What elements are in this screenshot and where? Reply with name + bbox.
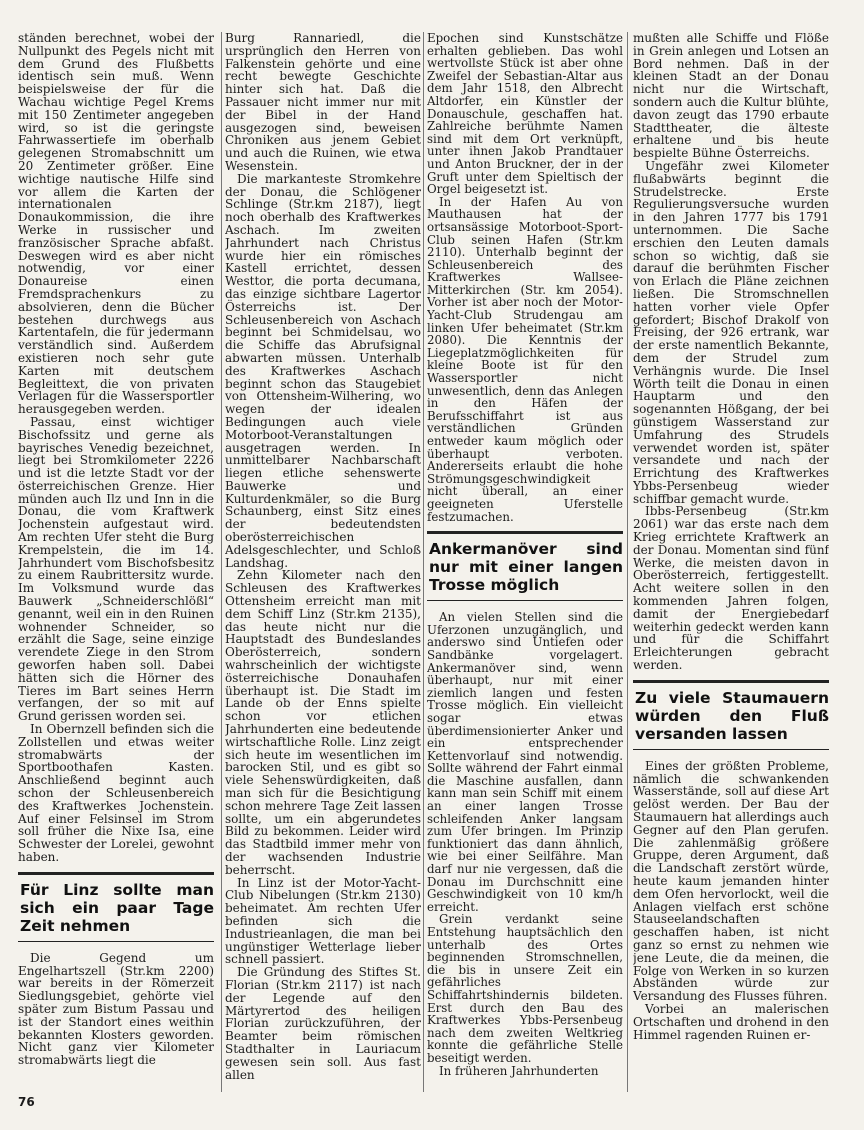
paragraph: Die markanteste Stromkehre der Donau, die Schlögener Schlinge (Str.km 2187), liegt noch oberhalb des Kraftwerkes Aschach. Im zweiten Jahrhundert nach Christus wurde hier ein römisches Kastell errichtet, dessen Westtor, die porta decumana, das einzige sichtbare Lagertor Österreichs ist. Der Schleusenbereich von Aschach beginnt bei Schmidelsau, wo die Schiffe das Abrufsignal abwarten müssen. Unterhalb des Kraftwerkes Aschach beginnt schon das Staugebiet von Ottensheim-Wilhering, wo wegen der idealen Bedingungen auch viele Motorboot-Veranstaltungen ausgetragen werden. In unmittelbarer Nachbarschaft liegen etliche sehenswerte Bauwerke und Kulturdenkmäler, so die Burg Schaunberg, einst Sitz eines der bedeutendsten oberösterreichischen Adelsgeschlechter, und Schloß Landshag.	[225, 171, 421, 570]
paragraph: In Linz ist der Motor-Yacht-Club Nibelungen (Str.km 2130) beheimatet. Am rechten Ufer befinden sich die Industrieanlagen, die man bei ungünstiger Wetterlage lieber schnell passiert.	[225, 875, 421, 967]
paragraph: Vorbei an malerischen Ortschaften und drohend in den Himmel ragenden Ruinen er-	[633, 1001, 829, 1042]
paragraph: ständen berechnet, wobei der Nullpunkt des Pegels nicht mit dem Grund des Flußbetts identisch sein muß. Wenn beispielsweise der für die Wachau wichtige Pegel Krems mit 150 Zentimeter angegeben wird, so ist die geringste Fahrwassertiefe im oberhalb gelegenen Stromabschnitt um 20 Zentimeter größer. Eine wichtige nautische Hilfe sind vor allem die Karten der internationalen Donaukommission, die ihre Werke in russischer und französischer Sprache abfaßt. Deswegen wird es aber nicht notwendig, vor einer Donaureise einen Fremdsprachenkurs zu absolvieren, denn die Bücher bestehen durchwegs aus Kartentafeln, die für jedermann verständlich sind. Außerdem existieren noch sehr gute Karten mit deutschem Begleittext, die von privaten Verlagen für die Wassersportler herausgegeben werden.	[18, 32, 214, 417]
paragraph: Eines der größten Probleme, nämlich die schwankenden Wasserstände, soll auf diese Art gelöst werden. Der Bau der Staumauern hat allerdings auch Gegner auf den Plan gerufen. Die zahlenmäßig größere Gruppe, deren Argument, daß die Landschaft zerstört würde, heute kaum jemanden hinter dem Ofen hervorlockt, weil die Anlagen vielfach erst schöne Stauseelandschaften geschaffen haben, ist nicht ganz so ernst zu nehmen wie jene Leute, die da meinen, die Folge von Werken in so kurzen Abständen würde zur Versandung des Flusses führen.	[633, 758, 829, 1004]
paragraph: Passau, einst wichtiger Bischofssitz und gerne als bayrisches Venedig bezeichnet, liegt bei Stromkilometer 2226 und ist die letzte Stadt vor der österreichischen Grenze. Hier münden auch Ilz und Inn in die Donau, die vom Kraftwerk Jochenstein aufgestaut wird. Am rechten Ufer steht die Burg Krempelstein, die im 14. Jahrhundert vom Bischofsbesitz zu einem Raubrittersitz wurde. Im Volksmund wurde das Bauwerk „Schneiderschlößl“ genannt, weil ein in den Ruinen wohnender Schneider, so erzählt die Sage, seine einzige verendete Ziege in den Strom geworfen haben soll. Dabei hätten sich die Hörner des Tieres im Bart seines Herrn verfangen, der so mit auf Grund gerissen worden sei.	[18, 414, 214, 724]
paragraph: An vielen Stellen sind die Uferzonen unzugänglich, und anderswo sind Untiefen oder Sandbänke vorgelagert. Ankermanöver sind, wenn überhaupt, nur mit einer ziemlich langen und festen Trosse möglich. Ein vielleicht sogar etwas überdimensionierter Anker und ein entsprechender Kettenvorlauf sind notwendig. Sollte während der Fahrt einmal die Maschine ausfallen, dann kann man sein Schiff mit einem an einer langen Trosse schleifenden Anker langsam zum Ufer bringen. Im Prinzip funktioniert das dann ähnlich, wie bei einer Seilfähre. Man darf nur nie vergessen, daß die Donau im Durchschnitt eine Geschwindigkeit von 10 km/h erreicht.	[427, 610, 623, 914]
paragraph: Grein verdankt seine Entstehung hauptsächlich den unterhalb des Ortes beginnenden Stromschnellen, die bis in unsere Zeit ein gefährliches Schiffahrtshindernis bildeten. Erst durch den Bau des Kraftwerkes Ybbs-Persenbeug nach dem zweiten Weltkrieg konnte die gefährliche Stelle beseitigt werden.	[427, 912, 623, 1065]
column-rule	[221, 32, 222, 1092]
paragraph: Ungefähr zwei Kilometer flußabwärts beginnt die Strudelstrecke. Erste Regulierungsversuche wurden in den Jahren 1777 bis 1791 unternommen. Die Sache erschien den Leuten damals schon so wichtig, daß sie darauf die berühmten Fischer von Erlach die Pläne zeichnen ließen. Die Stromschnellen hatten vorher viele Opfer gefordert; Bischof Drakolf von Freising, der 926 ertrank, war der erste namentlich Bekannte, dem der Strudel zum Verhängnis wurde. Die Insel Wörth teilt die Donau in einen Hauptarm und den sogenannten Hößgang, der bei günstigem Wasserstand zur Umfahrung des Strudels verwendet worden ist, später versandete und nach der Errichtung des Kraftwerkes Ybbs-Persenbeug wieder schiffbar gemacht wurde.	[633, 158, 829, 506]
paragraph: In früheren Jahrhunderten	[439, 1063, 599, 1078]
column-3	[427, 32, 623, 1092]
column-4	[633, 32, 829, 1092]
section-heading-box	[633, 680, 829, 750]
paragraph: In Obernzell befinden sich die Zollstellen und etwas weiter stromabwärts der Sportboothafen Kasten. Anschließend beginnt auch schon der Schleusenbereich des Kraftwerkes Jochenstein. Auf einer Felsinsel im Strom soll früher die Nixe Isa, eine Schwester der Lorelei, gewohnt haben.	[18, 722, 214, 864]
section-heading-box	[427, 531, 623, 601]
paragraph: Ibbs-Persenbeug (Str.km 2061) war das erste nach dem Krieg errichtete Kraftwerk an der Donau. Momentan sind fünf Werke, die meisten davon in Oberösterreich, fertiggestellt. Acht weitere sollen in den kommenden Jahren folgen, damit der Energiebedarf weiterhin gedeckt werden kann und für die Schiffahrt Erleichterungen gebracht werden.	[633, 504, 829, 673]
paragraph: Die Gründung des Stiftes St. Florian (Str.km 2117) ist nach der Legende auf den Märtyrertod des heiligen Florian zurückzuführen, der Beamter beim römischen Stadthalter in Lauriacum gewesen sein soll. Aus fast allen	[225, 965, 421, 1082]
paragraph: Epochen sind Kunstschätze erhalten geblieben. Das wohl wertvollste Stück ist aber ohne Zweifel der Sebastian-Altar aus dem Jahr 1518, den Albrecht Altdorfer, ein Künstler der Donauschule, geschaffen hat. Zahlreiche berühmte Namen sind mit dem Ort verknüpft, unter ihnen Jakob Prandtauer und Anton Bruckner, der in der Gruft unter dem Spieltisch der Orgel beigesetzt ist.	[427, 32, 623, 197]
paragraph: In der Hafen Au von Mauthausen hat der ortsansässige Motorboot-Sport-Club seinen Hafen (Str.km 2110). Unterhalb beginnt der Schleusenbereich des Kraftwerkes Wallsee-Mitterkirchen (Str. km 2054). Vorher ist aber noch der Motor-Yacht-Club Strudengau am linken Ufer beheimatet (Str.km 2080). Die Kenntnis der Liegeplatzmöglichkeiten für kleine Boote ist für den Wassersportler nicht unwesentlich, denn das Anlegen in den Häfen der Berufsschiffahrt ist aus verständlichen Gründen entweder kaum möglich oder überhaupt verboten. Andererseits erlaubt die hohe Strömungsgeschwindigkeit nicht überall, an einer geeigneten Uferstelle festzumachen.	[427, 194, 623, 524]
page-number: 76	[18, 1095, 35, 1109]
section-heading: Zu viele Staumauern würden den Fluß versanden lassen	[635, 688, 829, 743]
column-rule	[627, 32, 628, 1092]
paragraph: Die Gegend um Engelhartszell (Str.km 2200) war bereits in der Römerzeit Siedlungsgebiet, gehörte viel später zum Bistum Passau und ist der Standort eines weithin bekannten Klosters geworden. Nicht ganz vier Kilometer stromabwärts liegt die	[18, 950, 214, 1068]
column-2	[225, 32, 421, 1092]
paragraph: Burg Rannariedl, die ursprünglich den Herren von Falkenstein gehörte und eine recht bewegte Geschichte hinter sich hat. Daß die Passauer nicht immer nur mit der Bibel in der Hand ausgezogen sind, beweisen Chroniken aus jenem Gebiet und auch die Ruinen, wie etwa Wesenstein.	[225, 32, 421, 173]
section-heading: Für Linz sollte man sich ein paar Tage Zeit nehmen	[20, 880, 214, 935]
section-heading: Ankermanöver sind nur mit einer langen Trosse möglich	[429, 540, 623, 595]
paragraph: Zehn Kilometer nach den Schleusen des Kraftwerkes Ottensheim erreicht man mit dem Schiff Linz (Str.km 2135), das heute nicht nur die Hauptstadt des Bundeslandes Oberösterreich, sondern wahrscheinlich der wichtigste österreichische Donauhafen überhaupt ist. Die Stadt im Lande ob der Enns spielte schon vor etlichen Jahrhunderten eine bedeutende wirtschaftliche Rolle. Linz zeigt sich heute im wesentlichen im barocken Stil, und es gibt so viele Sehenswürdigkeiten, daß man sich für die Besichtigung schon mehrere Tage Zeit lassen sollte, um ein abgerundetes Bild zu bekommen. Leider wird das Stadtbild immer mehr von der wachsenden Industrie beherrscht.	[225, 568, 421, 877]
column-1	[18, 32, 214, 1092]
paragraph: mußten alle Schiffe und Flöße in Grein anlegen und Lotsen an Bord nehmen. Daß in der kleinen Stadt an der Donau nicht nur die Wirtschaft, sondern auch die Kultur blühte, davon zeugt das 1790 erbaute Stadttheater, die älteste erhaltene und bis heute bespielte Bühne Österreichs.	[633, 32, 829, 161]
column-rule	[423, 32, 424, 1092]
section-heading-box	[18, 872, 214, 942]
